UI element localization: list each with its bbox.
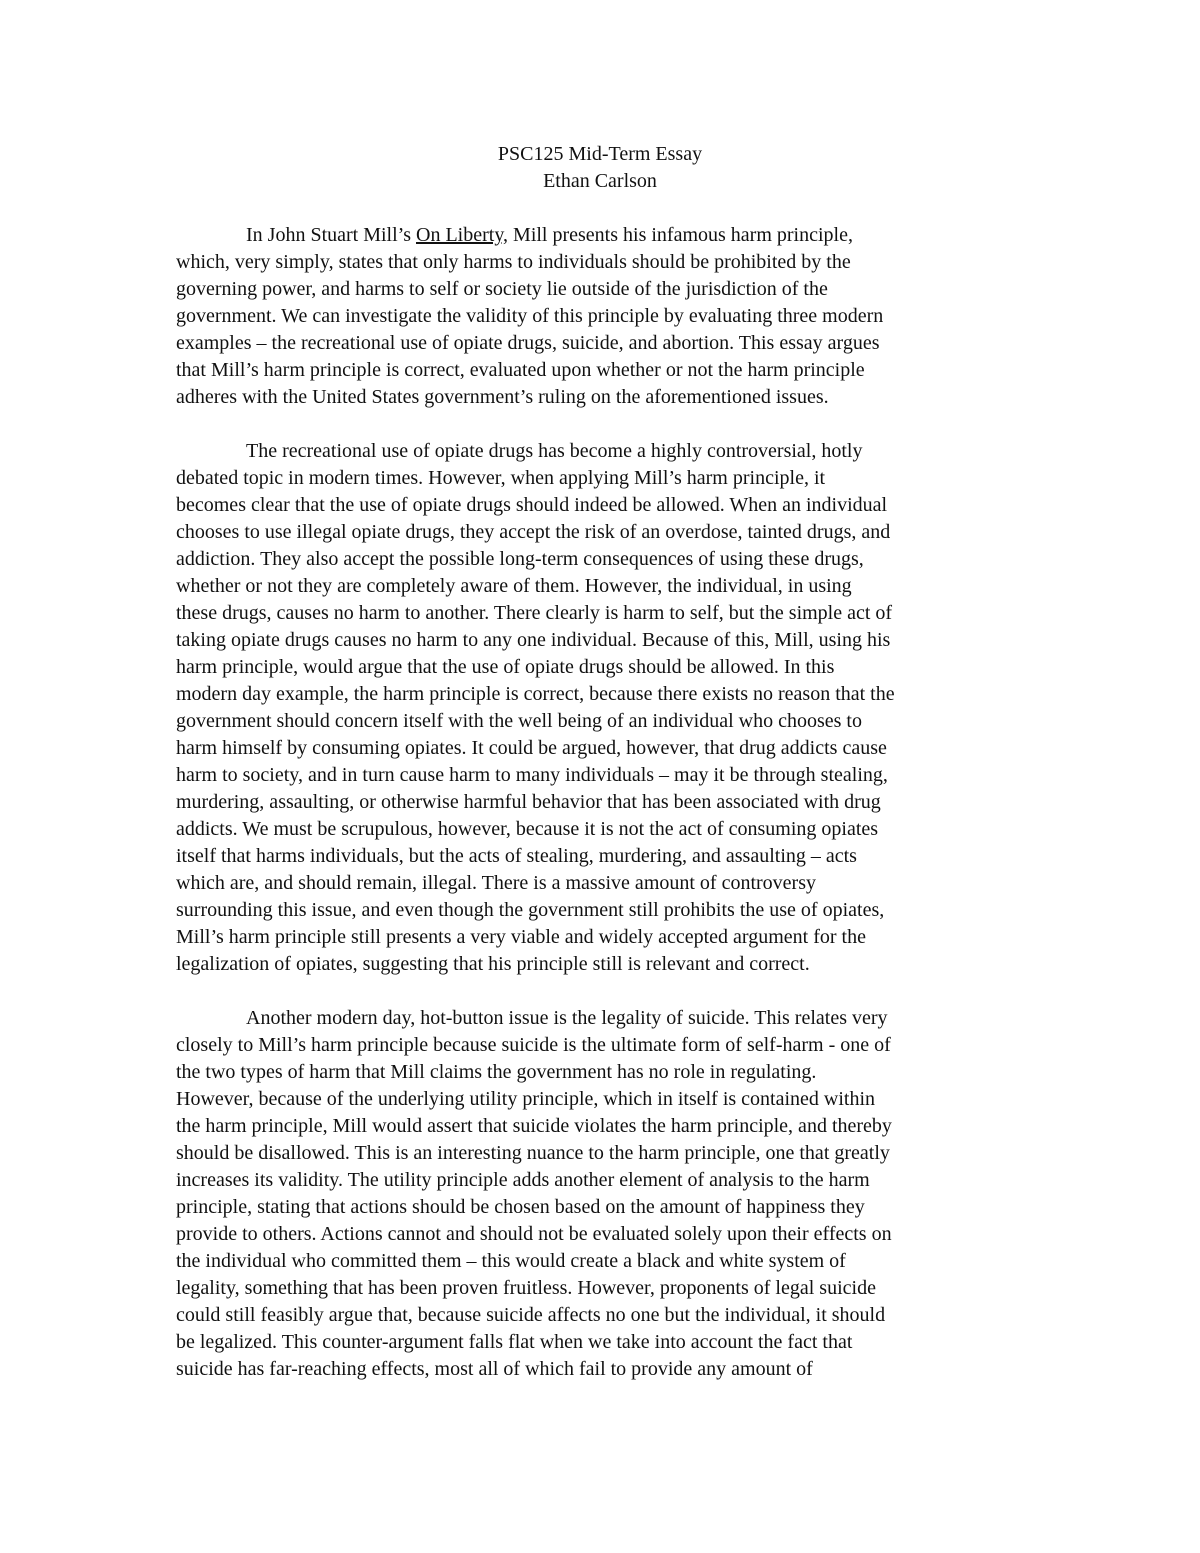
paragraph-line: legality, something that has been proven fruitless. However, proponents of legal suicide <box>176 1277 876 1299</box>
paragraph-line: could still feasibly argue that, because suicide affects no one but the individual, it should <box>176 1304 886 1326</box>
essay-paragraph <box>176 1005 1028 1383</box>
paragraph-line: government should concern itself with the well being of an individual who chooses to <box>176 710 862 732</box>
paragraph-line: harm to society, and in turn cause harm to many individuals – may it be through stealing, <box>176 764 888 786</box>
paragraph-line: harm principle, would argue that the use of opiate drugs should be allowed. In this <box>176 656 835 678</box>
paragraph-line: which, very simply, states that only harms to individuals should be prohibited by the <box>176 251 851 273</box>
essay-paragraph <box>176 438 1028 978</box>
paragraph-line: Another modern day, hot-button issue is the legality of suicide. This relates very <box>246 1007 888 1029</box>
paragraph-line: addiction. They also accept the possible long-term consequences of using these drugs, <box>176 548 864 570</box>
line-text: Mill presents his infamous harm principle, <box>508 224 853 246</box>
paragraph-line: However, because of the underlying utility principle, which in itself is contained within <box>176 1088 876 1110</box>
essay-header <box>0 141 1200 195</box>
paragraph-line: these drugs, causes no harm to another. There clearly is harm to self, but the simple act of <box>176 602 893 624</box>
paragraph-line: The recreational use of opiate drugs has become a highly controversial, hotly <box>246 440 863 462</box>
paragraph-line: should be disallowed. This is an interesting nuance to the harm principle, one that greatly <box>176 1142 890 1164</box>
paragraph-line: itself that harms individuals, but the acts of stealing, murdering, and assaulting – acts <box>176 845 857 867</box>
line-text: In John Stuart Mill’s <box>246 224 417 246</box>
paragraph-line: increases its validity. The utility principle adds another element of analysis to the harm <box>176 1169 870 1191</box>
paragraph-line: harm himself by consuming opiates. It could be argued, however, that drug addicts cause <box>176 737 887 759</box>
essay-title: PSC125 Mid-Term Essay <box>497 143 703 165</box>
paragraph-line: the individual who committed them – this would create a black and white system of <box>176 1250 846 1272</box>
paragraph-line: modern day example, the harm principle is correct, because there exists no reason that the <box>176 683 895 705</box>
paragraph-line: debated topic in modern times. However, when applying Mill’s harm principle, it <box>176 467 826 489</box>
essay-body <box>176 222 1028 1410</box>
paragraph-line: government. We can investigate the validity of this principle by evaluating three modern <box>176 305 884 327</box>
essay-author: Ethan Carlson <box>543 170 657 192</box>
paragraph-line: examples – the recreational use of opiate drugs, suicide, and abortion. This essay argues <box>176 332 880 354</box>
paragraph-line: Mill’s harm principle still presents a very viable and widely accepted argument for the <box>176 926 866 948</box>
essay-paragraph <box>176 222 1028 411</box>
paragraph-line <box>176 222 1028 249</box>
paragraph-line: governing power, and harms to self or society lie outside of the jurisdiction of the <box>176 278 828 300</box>
paragraph-line: provide to others. Actions cannot and should not be evaluated solely upon their effects on <box>176 1223 892 1245</box>
paragraph-line: suicide has far-reaching effects, most all of which fail to provide any amount of <box>176 1358 813 1380</box>
paragraph-line: addicts. We must be scrupulous, however, because it is not the act of consuming opiates <box>176 818 879 840</box>
paragraph-line: closely to Mill’s harm principle because suicide is the ultimate form of self-harm - one of <box>176 1034 891 1056</box>
paragraph-line: surrounding this issue, and even though the government still prohibits the use of opiates, <box>176 899 885 921</box>
paragraph-line: legalization of opiates, suggesting that his principle still is relevant and correct. <box>176 953 810 975</box>
paragraph-line: becomes clear that the use of opiate drugs should indeed be allowed. When an individual <box>176 494 888 516</box>
paragraph-line: that Mill’s harm principle is correct, evaluated upon whether or not the harm principle <box>176 359 865 381</box>
paragraph-line: chooses to use illegal opiate drugs, they accept the risk of an overdose, tainted drugs, and <box>176 521 891 543</box>
book-title-underlined: On Liberty, <box>416 224 509 246</box>
paragraph-line: principle, stating that actions should be chosen based on the amount of happiness they <box>176 1196 865 1218</box>
paragraph-line: whether or not they are completely aware of them. However, the individual, in using <box>176 575 852 597</box>
paragraph-line: murdering, assaulting, or otherwise harmful behavior that has been associated with drug <box>176 791 881 813</box>
paragraph-line: adheres with the United States government’s ruling on the aforementioned issues. <box>176 386 829 408</box>
paragraph-line: the harm principle, Mill would assert that suicide violates the harm principle, and thereby <box>176 1115 892 1137</box>
paragraph-line: the two types of harm that Mill claims the government has no role in regulating. <box>176 1061 817 1083</box>
paragraph-line: which are, and should remain, illegal. There is a massive amount of controversy <box>176 872 816 894</box>
paragraph-line: be legalized. This counter-argument falls flat when we take into account the fact that <box>176 1331 853 1353</box>
paragraph-line: taking opiate drugs causes no harm to any one individual. Because of this, Mill, using his <box>176 629 891 651</box>
